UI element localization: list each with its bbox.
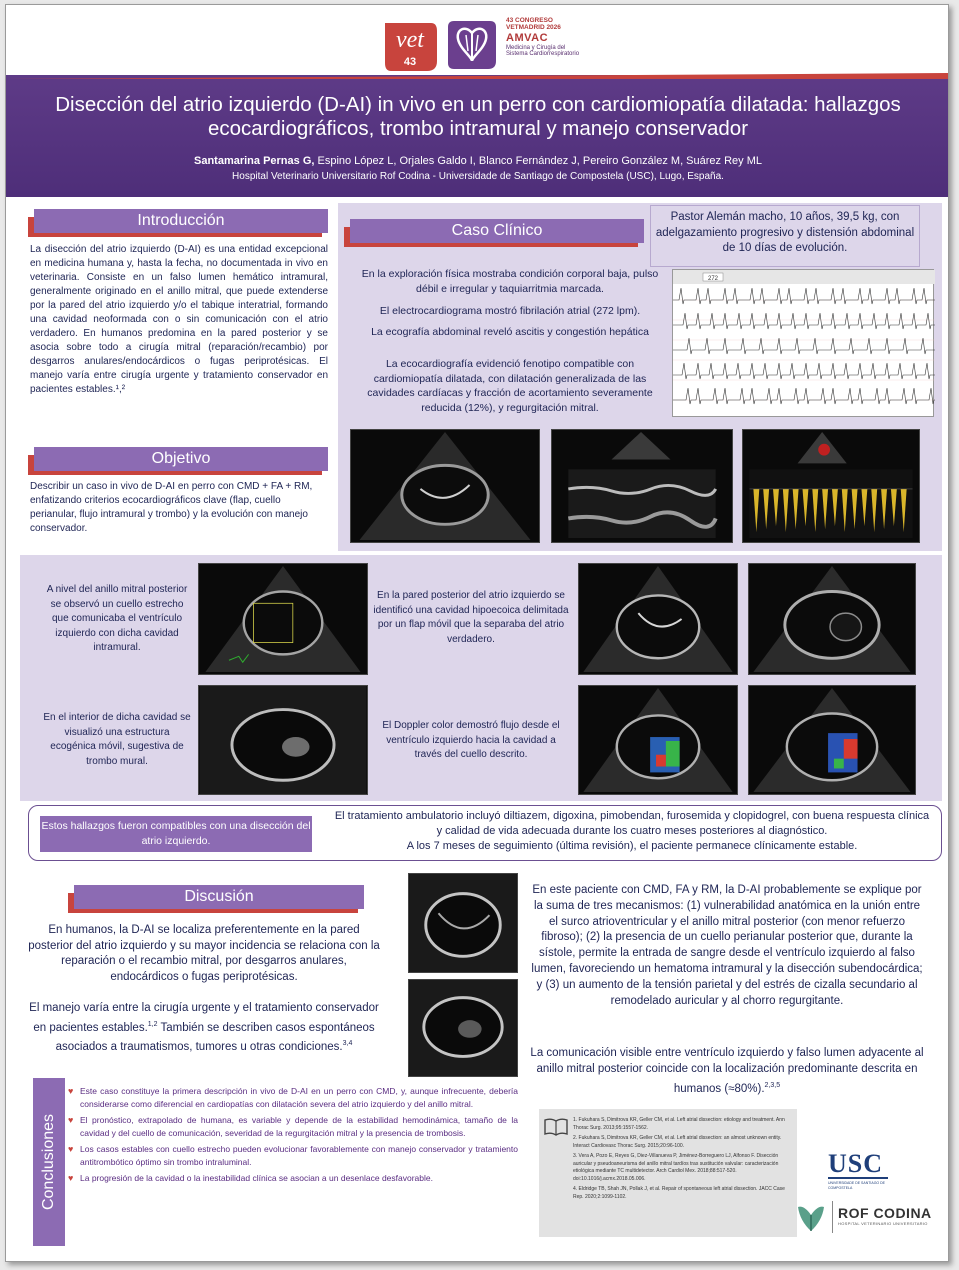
congress-text — [506, 17, 586, 58]
rof-codina-name: ROF CODINA — [838, 1205, 932, 1221]
footer-divider — [832, 1201, 833, 1233]
intro-heading — [28, 209, 328, 235]
discussion-p3: En este paciente con CMD, FA y RM, la D-AI probablemente se explique por la suma de tres mecanismos: (1) vulnerabilidad anatómica en la unión entre el surco atrioventricular y el anillo mitral posterior (con menor refuerzo fibroso); (2) la presencia de un cuello perianular posterior que, durante la sístole, permite la entrada de sangre desde el ventrículo izquierdo al falso lumen, favoreciendo un hematoma intramural y la disección subendocárdica; y (3) un aumento de la tensión parietal y del estrés de cizalla secundario al remodelado auricular y al chorro regurgitante. — [531, 884, 923, 1007]
echo-image-2 — [198, 563, 368, 675]
summary-box: Estos hallazgos fueron compatibles con una disección del atrio izquierdo. — [40, 816, 312, 852]
congress-sub: Medicina y Cirugía del Sistema Cardiorrespiratorio — [506, 44, 580, 58]
finding-3: En el interior de dicha cavidad se visualizó una estructura ecogénica móvil, sugestiva de trombo mural. — [43, 712, 191, 767]
objective-heading-label: Objetivo — [34, 447, 328, 471]
reference-item: 4. Eldridge TB, Shah JN, Pollak J, et al. Repair of spontaneous left atrial dissection. JACC Case Rep. 2020;2:1099-1102. — [573, 1186, 785, 1200]
congress-line2: VETMADRID 2026 — [506, 24, 561, 32]
ecg-trace — [673, 313, 935, 329]
discussion-p2: El manejo varía entre la cirugía urgente y el tratamiento conservador en pacientes estables.$^{1,2}$ También se describen casos espontáneos asociados a traumatismos, tumores u otras condiciones.$^{3,4}$ — [29, 1002, 379, 1053]
echo-image-4 — [748, 563, 916, 675]
intro-heading-label: Introducción — [34, 209, 328, 233]
references-list — [573, 1117, 789, 1204]
amvac-heart-logo — [446, 17, 498, 73]
poster — [5, 4, 949, 1262]
m-mode-image — [551, 429, 733, 543]
finding-1: A nivel del anillo mitral posterior se observó un cuello estrecho que comunicaba el ventrículo izquierdo con dicha cavidad intramural. — [46, 584, 188, 653]
conclusions-list — [68, 1085, 518, 1189]
congress-line1: 43 CONGRESO — [506, 17, 553, 24]
conclusions-heading: Conclusiones — [40, 1113, 57, 1211]
vet-logo-number: 43 — [403, 56, 417, 68]
discussion-p4: La comunicación visible entre ventrículo izquierdo y falso lumen adyacente al anillo mitral posterior coincide con la localización predominante descrita en humanos (≈80%).$^{2,3,5}$ — [530, 1047, 924, 1095]
conclusion-item: ♥ La progresión de la cavidad o la inestabilidad clínica se asocian a un desenlace desfavorable. — [68, 1172, 518, 1185]
ecg-rate: 272 — [707, 276, 719, 282]
doppler-spectral-image — [742, 429, 920, 543]
case-p2: El electrocardiograma mostró fibrilación atrial (272 lpm). — [379, 305, 641, 317]
discussion-heading — [68, 885, 364, 911]
echo-image-7 — [408, 979, 518, 1077]
followup-line: A los 7 meses de seguimiento (última revisión), el paciente permanece clínicamente estable. — [406, 840, 858, 852]
ecg-trace — [673, 363, 935, 379]
objective-text: Describir un caso in vivo de D-AI en perro con CMD + FA + RM, enfatizando criterios ecocardiográficos clave (flap, cuello perianular, flujo intramural y trombo) y la evolución con manejo conservador. — [30, 481, 313, 534]
reference-item: 3. Vera A, Pozo E, Reyes G, Diez-Villanueva P, Jiménez-Borreguero LJ, Alfonso F. Disección auricular y pseudoaneurisma del anillo mitral tardíos tras sustitución valvular: caracterización etiológica mediante TC multidetector. Arch Cardiol Mex. 2018;88:517-520. doi:10.1016/j.acmx.2018.05.006. — [573, 1153, 779, 1182]
congress-brand: AMVAC — [506, 31, 549, 44]
rof-codina-sub: HOSPITAL VETERINARIO UNIVERSITARIO — [838, 1221, 928, 1226]
authors — [16, 155, 940, 167]
case-p3: La ecografía abdominal reveló ascitis y congestión hepática — [371, 326, 649, 338]
echo-image-6 — [408, 873, 518, 973]
treatment-text — [332, 809, 932, 854]
vet-logo-text: vet — [396, 27, 424, 53]
color-doppler-image-1 — [578, 685, 738, 795]
finding-4: El Doppler color demostró flujo desde el ventrículo izquierdo hacia la cavidad a través del cuello descrito. — [382, 720, 560, 760]
first-author: Santamarina Pernas G, — [193, 155, 315, 167]
ecg-trace — [673, 388, 935, 404]
usc-logo-text: USC — [828, 1151, 888, 1179]
rof-codina-emblem-icon — [794, 1201, 828, 1235]
case-heading — [344, 219, 644, 245]
intro-text: La disección del atrio izquierdo (D-AI) es una entidad excepcional en medicina humana y, hasta la fecha, no documentada in vivo en veterinaria. Consiste en un falso lumen hemático intramural, generalmente originado en el anillo mitral, que puede extenderse por la pared del atrio izquierdo y/o el tabique interatrial, formando una cavidad neoformada con o sin comunicación con el atrio verdadero. En humanos predomina en la pared posterior y se asocia sobre todo a cirugía mitral (reparación/recambio) por desgarros anulares/endocárdicos o fugas periprotésicas. El manejo varía entre cirugía urgente y tratamiento conservador en pacientes estables.¹,² — [30, 244, 328, 395]
affiliation: Hospital Veterinario Universitario Rof Codina - Universidade de Santiago de Compostela (USC), Lugo, España. — [232, 171, 724, 182]
echo-image-1 — [350, 429, 540, 543]
case-p1: En la exploración física mostraba condición corporal baja, pulso débil e irregular y taquiarritmia marcada. — [361, 268, 659, 295]
discussion-p1: En humanos, la D-AI se localiza preferentemente en la pared posterior del atrio izquierdo y su mayor incidencia se relaciona con la reparación o el recambio mitral, por desgarros anulares, endocárdicos o fugas periprotésicas. — [28, 924, 380, 983]
echo-image-5 — [198, 685, 368, 795]
treatment-line: El tratamiento ambulatorio incluyó diltiazem, digoxina, pimobendan, furosemida y clopidogrel, con buena respuesta clínica y calidad de vida adecuada durante los cuatro meses posteriores al diagnóstico. — [334, 810, 930, 837]
references-box — [539, 1109, 797, 1237]
discussion-heading-label: Discusión — [74, 885, 364, 909]
objective-heading — [28, 447, 328, 473]
echo-image-3 — [578, 563, 738, 675]
conclusion-item: ♥ Este caso constituye la primera descripción in vivo de D-AI en un perro con CMD, y, aunque infrecuente, debería considerarse como diferencial en cardiopatías con dilatación severa del atrio izquierdo y del anillo mitral. — [68, 1085, 518, 1110]
case-p4: La ecocardiografía evidenció fenotipo compatible con cardiomiopatía dilatada, con dilatación generalizada de las cavidades cardíacas y fracción de acortamiento severamente reducida (12%), y regurgitación mitral. — [367, 358, 653, 414]
reference-item: 1. Fukuhara S, Dimitrova KR, Geller CM, et al. Left atrial dissection: etiology and treatment. Ann Thorac Surg. 2013;95:1557-1562. — [573, 1117, 785, 1131]
case-heading-label: Caso Clínico — [350, 219, 644, 243]
ecg-image — [672, 269, 934, 417]
usc-logo-sub: UNIVERSIDADE DE SANTIAGO DE COMPOSTELA — [828, 1181, 885, 1190]
reference-item: 2. Fukuhara S, Dimitrova KR, Geller CM, et al. Left atrial dissection: an almost unknown entity. Interact Cardiovasc Thorac Surg. 2015;20:96-100. — [573, 1135, 782, 1149]
conclusion-item: ♥ El pronóstico, extrapolado de humana, es variable y depende de la estabilidad hemodinámica, tamaño de la cavidad y del cuello de comunicación, severidad de la regurgitación mitral y la presencia de trombosis. — [68, 1114, 518, 1139]
finding-2: En la pared posterior del atrio izquierdo se identificó una cavidad hipoecoica delimitada por un flap móvil que la separaba del atrio verdadero. — [373, 590, 569, 645]
ecg-trace — [673, 338, 935, 354]
vet43-logo — [381, 17, 439, 73]
other-authors: Espino López L, Orjales Galdo I, Blanco Fernández J, Pereiro González M, Suárez Rey ML — [314, 155, 762, 167]
rof-codina-logo — [838, 1205, 948, 1226]
patient-box: Pastor Alemán macho, 10 años, 39,5 kg, con adelgazamiento progresivo y distensión abdominal de 10 días de evolución. — [650, 205, 920, 267]
book-icon — [543, 1117, 569, 1137]
ecg-trace — [673, 288, 935, 304]
conclusions-tab — [33, 1078, 65, 1246]
poster-title: Disección del atrio izquierdo (D-AI) in vivo en un perro con cardiomiopatía dilatada: hallazgos ecocardiográficos, trombo intramural y manejo conservador — [55, 93, 901, 140]
color-doppler-image-2 — [748, 685, 916, 795]
usc-logo — [828, 1151, 888, 1197]
conclusion-item: ♥ Los casos estables con cuello estrecho pueden evolucionar favorablemente con manejo conservador y tratamiento antitrombótico óptimo sin trombo intraluminal. — [68, 1143, 518, 1168]
